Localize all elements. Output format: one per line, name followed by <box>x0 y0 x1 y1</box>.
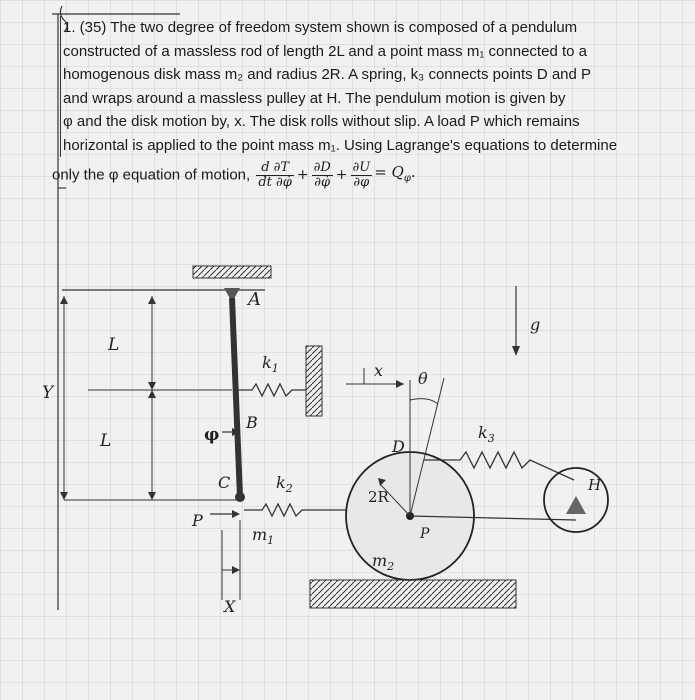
gravity-arrowhead <box>512 346 520 356</box>
arrowhead-y-top <box>60 296 68 304</box>
label-k1-letter: k <box>262 353 272 372</box>
term1-denominator: dt ∂φ̇ <box>258 175 292 191</box>
arrowhead-mid-2 <box>148 390 156 398</box>
margin-scribble-icon <box>60 6 67 32</box>
problem-line-2: constructed of a massless rod of length 2L and a point mass m₁ connected to a <box>60 40 680 64</box>
label-x-upper: X <box>224 597 236 616</box>
label-b: B <box>246 413 258 432</box>
term2-numerator: ∂D <box>313 160 331 176</box>
generalized-force-subscript: φ <box>403 173 411 184</box>
x-indicator-arrowhead <box>396 380 404 388</box>
label-p-point: P <box>420 526 430 542</box>
arrowhead-top <box>148 296 156 304</box>
load-p-arrowhead <box>232 510 240 518</box>
problem-line-4: and wraps around a massless pulley at H. The pendulum motion is given by <box>60 87 680 111</box>
term3-denominator: ∂φ <box>353 175 370 191</box>
arrowhead-bottom <box>148 492 156 500</box>
label-l-lower: L <box>100 431 112 451</box>
ground <box>310 580 516 608</box>
term2-denominator: ∂φ̇ <box>314 175 331 191</box>
label-2r: 2R <box>368 488 389 506</box>
label-k3 <box>478 423 495 445</box>
problem-line-7-text: only the φ equation of motion, <box>52 166 251 184</box>
term3-numerator: ∂U <box>352 160 371 176</box>
label-g: g <box>530 315 541 334</box>
arrowhead-y-bottom <box>60 492 68 500</box>
label-a: A <box>248 289 261 310</box>
x-arrowhead <box>232 566 240 574</box>
theta-arc <box>410 399 438 404</box>
spring-k1 <box>238 384 306 396</box>
label-y: Y <box>42 383 54 403</box>
label-m2-subscript: 2 <box>387 560 395 573</box>
problem-line-6: horizontal is applied to the point mass m₁. Using Lagrange's equations to determine <box>60 134 680 158</box>
problem-line-5: φ and the disk motion by, x. The disk rolls without slip. A load P which remains <box>60 110 680 134</box>
label-c: C <box>218 473 231 492</box>
plus-sign-1: + <box>296 167 309 183</box>
label-m1-subscript: 1 <box>267 534 275 547</box>
label-k1-subscript: 1 <box>271 362 279 375</box>
label-k2-subscript: 2 <box>285 482 293 495</box>
label-k2-letter: k <box>276 473 286 492</box>
label-k2 <box>276 473 293 495</box>
arrowhead-mid-1 <box>148 382 156 390</box>
label-h: H <box>588 476 602 494</box>
label-theta: θ <box>418 369 428 388</box>
pulley-support-icon <box>566 496 586 514</box>
label-m1 <box>252 525 274 547</box>
problem-line-3: homogenous disk mass m₂ and radius 2R. A spring, k₃ connects points D and P <box>60 63 680 87</box>
equation-period: . <box>410 163 416 181</box>
ceiling-support <box>193 266 271 278</box>
label-l-upper: L <box>108 335 120 355</box>
label-m2-letter: m <box>372 551 388 570</box>
label-k1 <box>262 353 279 375</box>
label-p-load: P <box>192 511 203 530</box>
label-k3-letter: k <box>478 423 488 442</box>
label-x: x <box>374 361 384 380</box>
problem-line-1: 1. (35) The two degree of freedom system shown is composed of a pendulum <box>60 16 680 40</box>
wall-k1 <box>306 346 322 416</box>
label-d: D <box>392 437 405 456</box>
generalized-force-symbol: = Q <box>374 163 404 181</box>
label-m1-letter: m <box>252 525 268 544</box>
label-phi: φ <box>204 425 220 445</box>
plus-sign-2: + <box>335 167 348 183</box>
label-k3-subscript: 3 <box>487 432 495 445</box>
term1-numerator: d ∂T <box>256 161 294 176</box>
pendulum-rod <box>232 298 240 497</box>
